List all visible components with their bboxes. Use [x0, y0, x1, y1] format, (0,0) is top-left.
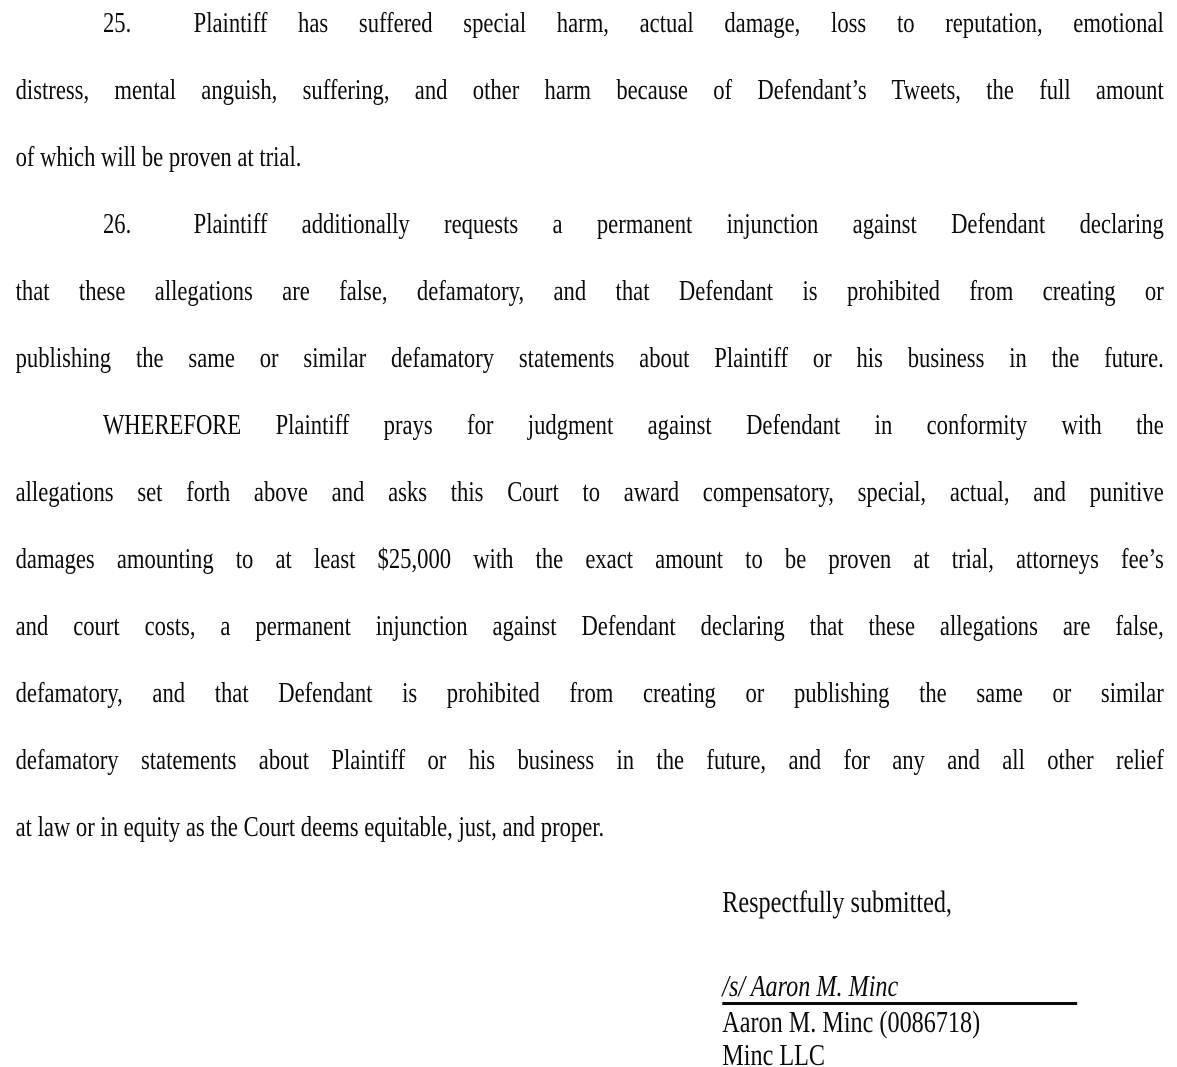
line-text: Plaintiff has suffered special harm, actual damage, loss to reputation, emotional — [193, 7, 1164, 39]
line-text: Plaintiff additionally requests a permanent injunction against Defendant declaring — [193, 208, 1164, 240]
text-line — [16, 0, 1164, 57]
signature-line — [722, 969, 1077, 1005]
closing-salutation: Respectfully submitted, — [722, 884, 952, 919]
paragraph-number: 25. — [102, 7, 132, 39]
electronic-signature: /s/ Aaron M. Minc — [722, 968, 899, 1003]
paragraph-wherefore — [16, 392, 1164, 861]
attorney-name: Aaron M. Minc (0086718) — [722, 1004, 981, 1039]
text-line — [16, 191, 1164, 258]
text-line: that these allegations are false, defamatory, and that Defendant is prohibited from creating or — [15, 275, 1164, 307]
signature-block — [722, 969, 1163, 1067]
text-line: distress, mental anguish, suffering, and other harm because of Defendant’s Tweets, the full amount — [15, 74, 1164, 106]
text-line: at law or in equity as the Court deems equitable, just, and proper. — [15, 811, 605, 843]
text-line: and court costs, a permanent injunction against Defendant declaring that these allegations are false, — [15, 610, 1164, 642]
paragraph-number: 26. — [102, 208, 132, 240]
text-line: allegations set forth above and asks this Court to award compensatory, special, actual, and punitive — [15, 476, 1164, 508]
text-line: publishing the same or similar defamatory statements about Plaintiff or his business in the future. — [15, 342, 1164, 374]
firm-name: Minc LLC — [722, 1037, 826, 1067]
text-line: defamatory, and that Defendant is prohibited from creating or publishing the same or similar — [15, 677, 1164, 709]
text-line: WHEREFORE Plaintiff prays for judgment against Defendant in conformity with the — [102, 409, 1164, 441]
document-body — [16, 0, 1164, 1067]
text-line: of which will be proven at trial. — [15, 141, 302, 173]
paragraph-26 — [16, 191, 1164, 392]
paragraph-25 — [16, 0, 1164, 191]
text-line: damages amounting to at least $25,000 with the exact amount to be proven at trial, attorneys fee’s — [15, 543, 1164, 575]
text-line: defamatory statements about Plaintiff or his business in the future, and for any and all other relief — [15, 744, 1164, 776]
